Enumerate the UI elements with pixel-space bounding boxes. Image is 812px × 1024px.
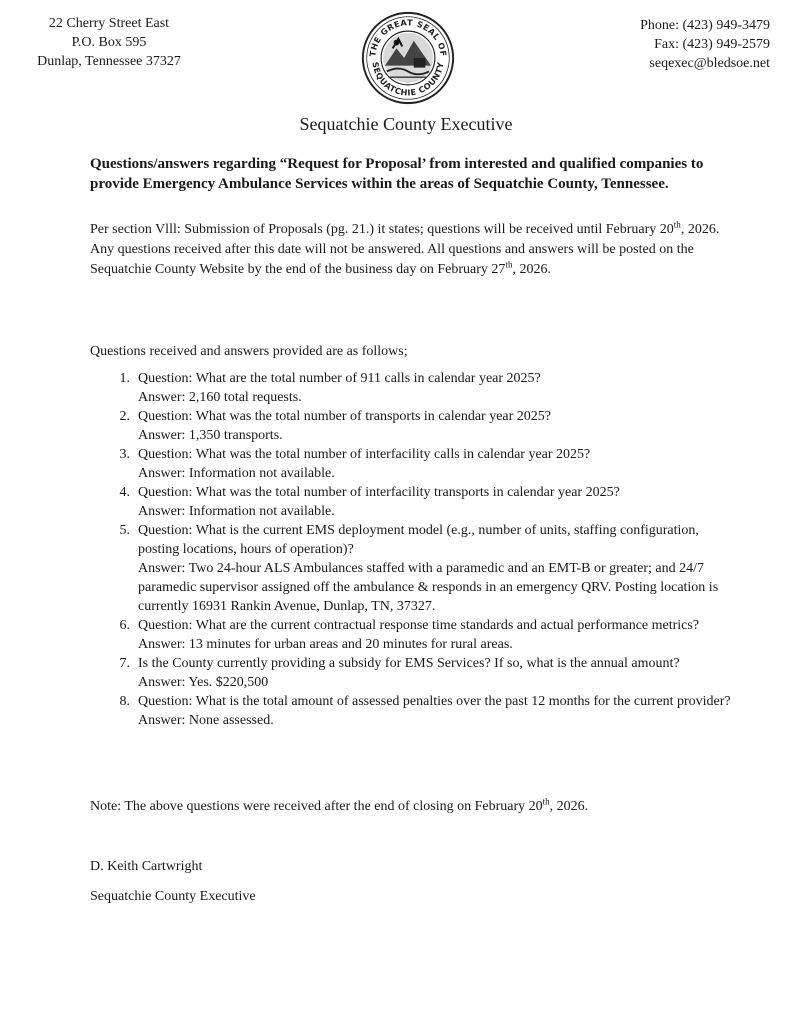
answer-text: Answer: Information not available. (138, 466, 335, 481)
question-text: Question: What are the current contractual response time standards and actual performance metrics? (138, 618, 700, 633)
question-text: Question: What was the total number of transports in calendar year 2025? (138, 409, 552, 424)
answer-text: Answer: None assessed. (138, 713, 274, 728)
question-text: Question: What is the current EMS deployment model (e.g., number of units, staffing configuration, posting locations, hours of operation)? (138, 523, 699, 557)
intro-text-1: Per section Vlll: Submission of Proposals (pg. 21.) it states; questions will be received until February 20 (90, 222, 674, 237)
question-text: Question: What was the total number of interfacility transports in calendar year 2025? (138, 485, 620, 500)
address-line-street: 22 Cherry Street East (48, 16, 170, 31)
answer-text: Answer: 13 minutes for urban areas and 20 minutes for rural areas. (138, 637, 513, 652)
address-line-city: Dunlap, Tennessee 37327 (37, 54, 181, 69)
qa-number: 7. (119, 656, 130, 671)
closing-note (90, 797, 750, 817)
qa-item (110, 692, 740, 730)
phone-number: Phone: (423) 949-3479 (640, 18, 770, 33)
county-seal-logo (360, 10, 456, 106)
intro-superscript-2: th (505, 259, 513, 270)
office-title: Sequatchie County Executive (299, 114, 513, 134)
qa-list (110, 369, 740, 730)
qa-number: 8. (119, 694, 130, 709)
intro-text-2: , 2026. Any questions received after this date will not be answered. All questions and answers will be posted on the Sequatchie County Website by the end of the business day on February 27 (90, 222, 720, 277)
intro-superscript-1: th (673, 219, 681, 230)
intro-text-3: , 2026. (512, 262, 551, 277)
fax-number: Fax: (423) 949-2579 (654, 37, 770, 52)
qa-item (110, 369, 740, 407)
answer-text: Answer: Information not available. (138, 504, 335, 519)
qa-item (110, 407, 740, 445)
qa-number: 2. (119, 409, 130, 424)
question-text: Question: What is the total amount of assessed penalties over the past 12 months for the current provider? (138, 694, 731, 709)
qa-item (110, 654, 740, 692)
seal-bottom-text: SEQUATCHIE COUNTY (370, 61, 446, 98)
note-superscript: th (542, 796, 550, 807)
qa-item (110, 483, 740, 521)
qa-number: 4. (119, 485, 130, 500)
qa-number: 6. (119, 618, 130, 633)
answer-text: Answer: 1,350 transports. (138, 428, 283, 443)
intro-paragraph (90, 220, 730, 280)
question-text: Question: What was the total number of interfacility calls in calendar year 2025? (138, 447, 591, 462)
answer-text: Answer: 2,160 total requests. (138, 390, 302, 405)
qa-item (110, 616, 740, 654)
sender-address (24, 14, 194, 71)
answer-text: Answer: Yes. $220,500 (138, 675, 269, 690)
contact-info (600, 16, 770, 73)
question-text: Question: What are the total number of 911 calls in calendar year 2025? (138, 371, 541, 386)
document-subject: Questions/answers regarding “Request for Proposal’ from interested and qualified companies to provide Emergency Ambulance Services within the areas of Sequatchie County, Tennessee. (90, 156, 704, 192)
qa-item (110, 521, 740, 616)
note-text-2: , 2026. (549, 799, 589, 814)
signatory-name: D. Keith Cartwright (90, 859, 203, 874)
address-line-pobox: P.O. Box 595 (71, 35, 147, 50)
qa-number: 5. (119, 523, 130, 538)
questions-lead: Questions received and answers provided are as follows; (90, 344, 408, 359)
answer-text: Answer: Two 24-hour ALS Ambulances staffed with a paramedic and an EMT-B or greater; and 24/7 paramedic supervisor assigned off the ambulance & responds in an emergency QRV. Posting location is currently 16931 Rankin Avenue, Dunlap, TN, 37327. (138, 561, 719, 614)
question-text: Is the County currently providing a subsidy for EMS Services? If so, what is the annual amount? (138, 656, 680, 671)
seal-top-text: THE GREAT SEAL OF (367, 17, 449, 58)
note-text-1: Note: The above questions were received after the end of closing on February 20 (90, 799, 543, 814)
signatory-title: Sequatchie County Executive (90, 889, 256, 904)
qa-item (110, 445, 740, 483)
qa-number: 3. (119, 447, 130, 462)
qa-number: 1. (119, 371, 130, 386)
email-address: seqexec@bledsoe.net (649, 56, 770, 71)
